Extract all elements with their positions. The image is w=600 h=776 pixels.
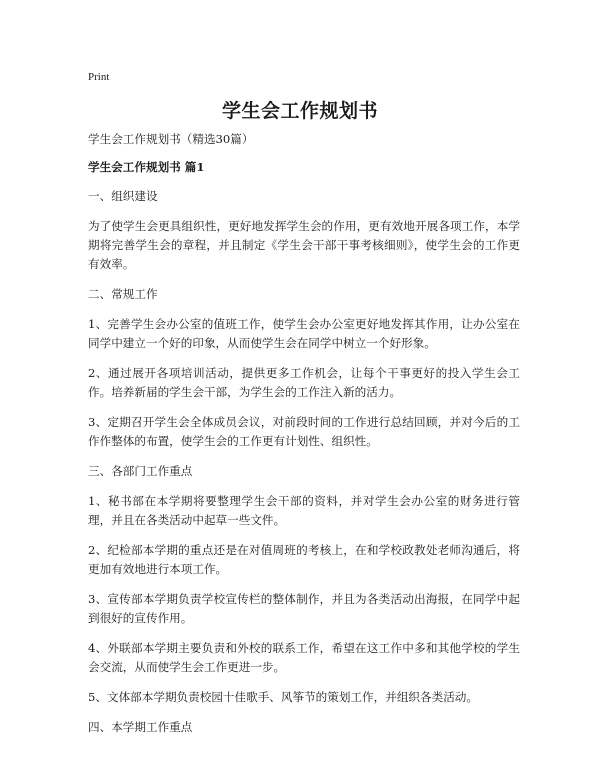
document-body bbox=[88, 130, 520, 748]
paragraph: 1、秘书部在本学期将要整理学生会干部的资料，并对学生会办公室的财务进行管理，并且在各类活动中起草一些文件。 bbox=[88, 494, 520, 527]
section-heading: 三、各部门工作重点 bbox=[88, 464, 193, 478]
paragraph: 4、外联部本学期主要负责和外校的联系工作，希望在这工作中多和其他学校的学生会交流，从而使学生会工作更进一步。 bbox=[88, 641, 520, 674]
paragraph: 2、纪检部本学期的重点还是在对值周班的考核上，在和学校政教处老师沟通后，将更加有效地进行本项工作。 bbox=[88, 543, 520, 576]
section-heading: 四、本学期工作重点 bbox=[88, 720, 193, 734]
paragraph: 2、通过展开各项培训活动，提供更多工作机会，让每个干事更好的投入学生会工作。培养新届的学生会干部，为学生会的工作注入新的活力。 bbox=[88, 366, 520, 399]
article-heading: 学生会工作规划书 篇1 bbox=[88, 160, 205, 174]
section-heading: 一、组织建设 bbox=[88, 189, 158, 203]
document-subtitle: 学生会工作规划书（精选30篇） bbox=[88, 132, 254, 146]
paragraph: 5、文体部本学期负责校园十佳歌手、风筝节的策划工作，并组织各类活动。 bbox=[88, 690, 478, 704]
print-link[interactable]: Print bbox=[88, 71, 110, 83]
paragraph: 为了使学生会更具组织性，更好地发挥学生会的作用，更有效地开展各项工作，本学期将完善学生会的章程，并且制定《学生会干部干事考核细则》，使学生会的工作更有效率。 bbox=[88, 219, 520, 271]
page-title: 学生会工作规划书 bbox=[221, 100, 378, 122]
paragraph: 3、定期召开学生会全体成员会议，对前段时间的工作进行总结回顾，并对今后的工作作整体的布置，使学生会的工作更有计划性、组织性。 bbox=[88, 415, 520, 448]
section-heading: 二、常规工作 bbox=[88, 287, 158, 301]
paragraph: 1、完善学生会办公室的值班工作，使学生会办公室更好地发挥其作用，让办公室在同学中建立一个好的印象，从而使学生会在同学中树立一个好形象。 bbox=[88, 317, 520, 350]
paragraph: 3、宣传部本学期负责学校宣传栏的整体制作，并且为各类活动出海报，在同学中起到很好的宣传作用。 bbox=[88, 592, 520, 625]
